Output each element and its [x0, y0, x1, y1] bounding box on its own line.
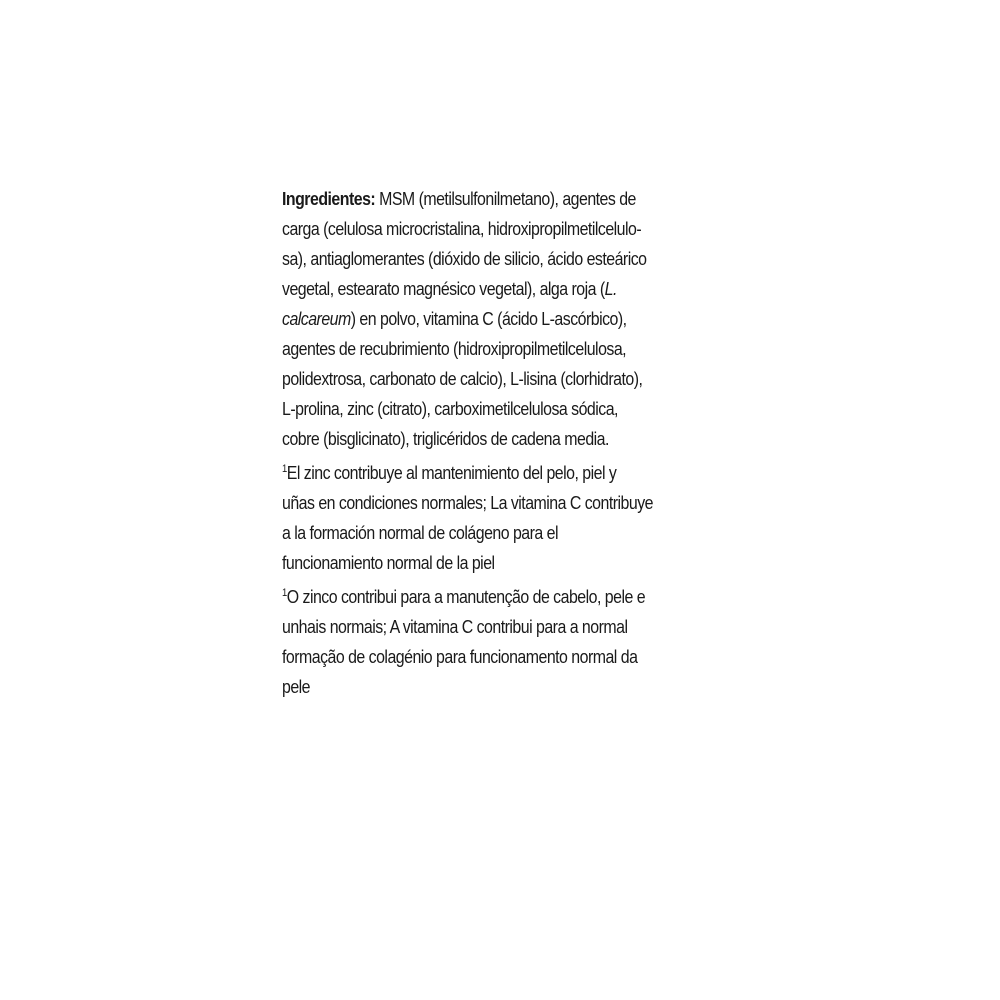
claim-line: unhais normais; A vitamina C contribui para a normal	[282, 616, 628, 637]
claim-line: pele	[282, 676, 311, 697]
claim-line	[282, 582, 660, 612]
claim-line: a la formación normal de colágeno para el	[282, 522, 559, 543]
claim-spanish-paragraph	[282, 458, 660, 578]
ingredients-paragraph	[282, 184, 660, 454]
footnote-marker: 1	[282, 462, 287, 475]
ingredients-line	[282, 274, 660, 304]
ingredients-text: MSM (metilsulfonilmetano), agentes de	[375, 188, 636, 209]
ingredients-line	[282, 304, 660, 334]
claim-portuguese-paragraph	[282, 582, 660, 702]
claim-line	[282, 458, 660, 488]
ingredients-line: sa), antiaglomerantes (dióxido de silicio, ácido esteárico	[282, 248, 647, 269]
species-name: calcareum	[282, 308, 351, 329]
ingredients-line: L-prolina, zinc (citrato), carboximetilcelulosa sódica,	[282, 398, 618, 419]
footnote-marker: 1	[282, 586, 287, 599]
claim-line: formação de colagénio para funcionamento normal da	[282, 646, 638, 667]
species-name: L.	[604, 278, 617, 299]
claim-line: funcionamiento normal de la piel	[282, 552, 495, 573]
ingredients-line: cobre (bisglicinato), triglicéridos de cadena media.	[282, 428, 609, 449]
ingredients-line: polidextrosa, carbonato de calcio), L-lisina (clorhidrato),	[282, 368, 643, 389]
ingredients-text: vegetal, estearato magnésico vegetal), alga roja (	[282, 278, 605, 299]
claim-line: uñas en condiciones normales; La vitamina C contribuye	[282, 492, 653, 513]
label-text-block	[282, 184, 660, 706]
claim-text: El zinc contribuye al mantenimiento del pelo, piel y	[286, 462, 617, 483]
claim-text: O zinco contribui para a manutenção de cabelo, pele e	[286, 586, 646, 607]
ingredients-line: carga (celulosa microcristalina, hidroxipropilmetilcelulo-	[282, 218, 642, 239]
ingredients-heading: Ingredientes:	[282, 188, 376, 209]
ingredients-line	[282, 184, 660, 214]
ingredients-line: agentes de recubrimiento (hidroxipropilmetilcelulosa,	[282, 338, 627, 359]
ingredients-text: ) en polvo, vitamina C (ácido L-ascórbico),	[350, 308, 627, 329]
